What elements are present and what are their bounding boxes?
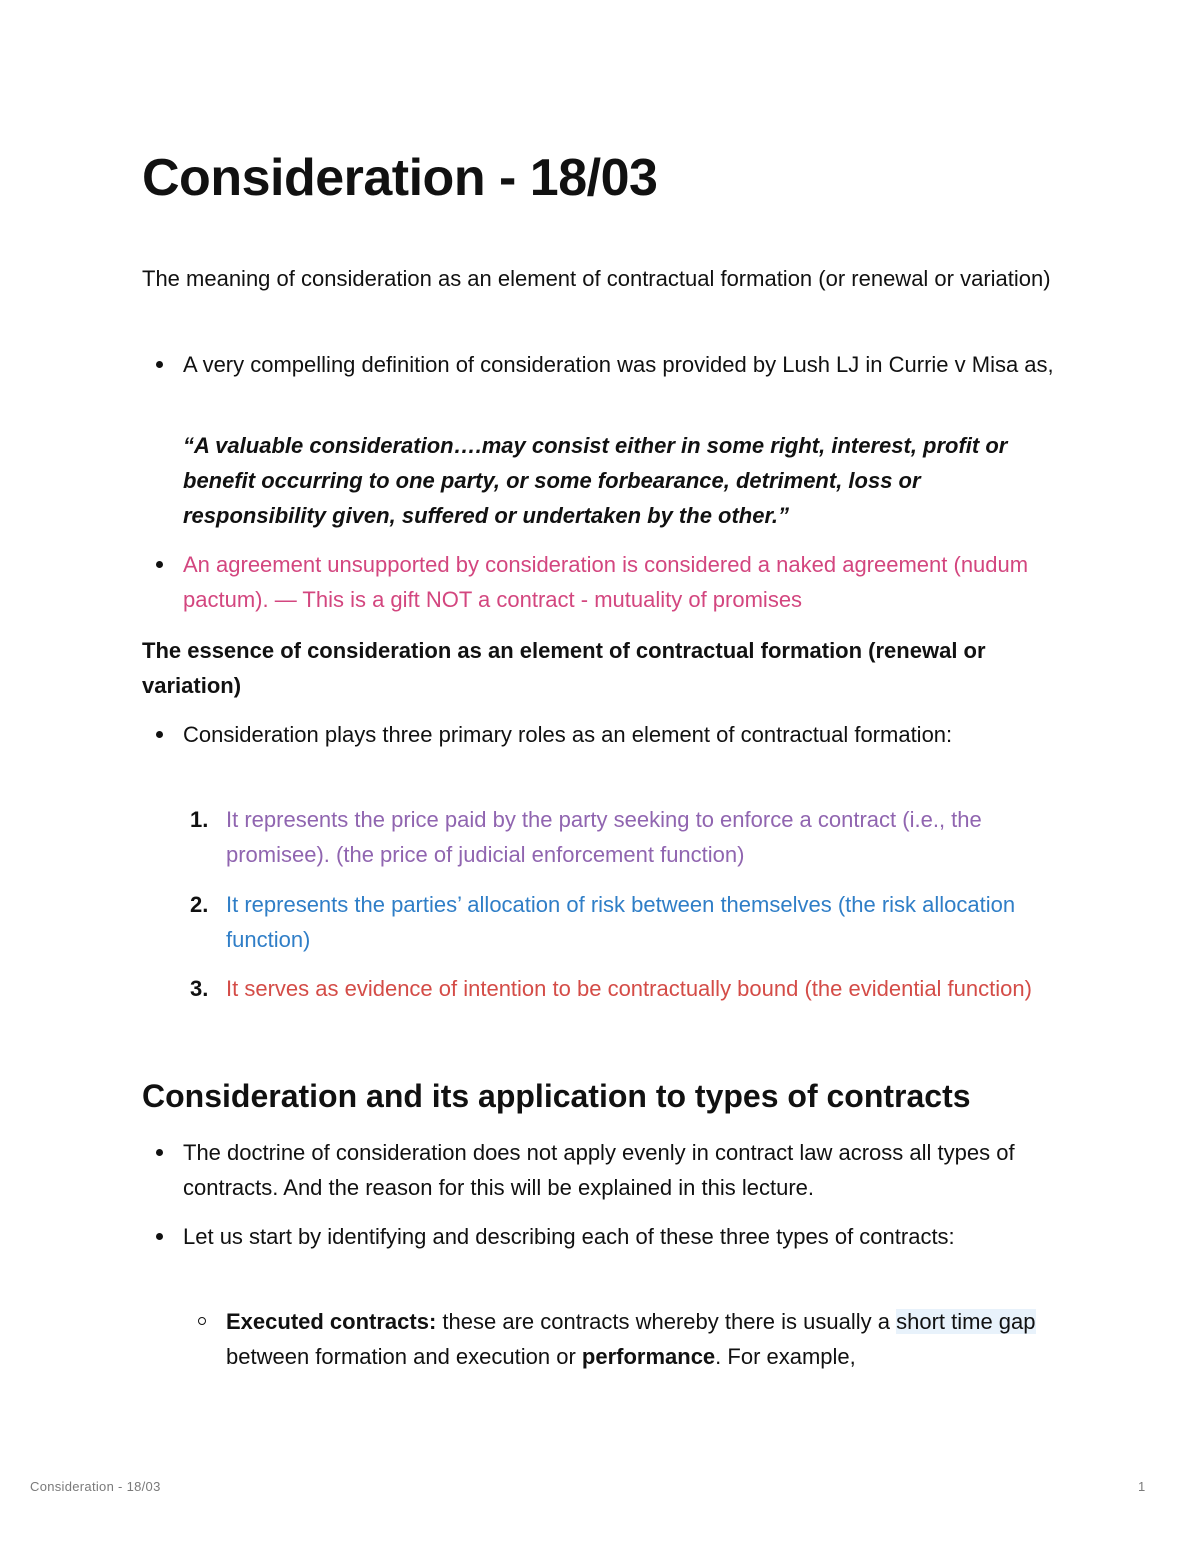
footer-title: Consideration - 18/03 [30,1479,161,1494]
numbered-item-text: It represents the price paid by the party seeking to enforce a contract (i.e., the promisee). (the price of judicial enforcement function) [226,807,982,867]
definition-quote: “A valuable consideration….may consist either in some right, interest, profit or benefit occurring to one party, or some forbearance, detriment, loss or responsibility given, suffered or undertaken by the other.” [183,433,1008,528]
list-item-text: Let us start by identifying and describing each of these three types of contracts: [183,1224,955,1249]
item-number: 2. [190,892,209,917]
item-number: 1. [190,807,209,832]
sub-list-item-text [226,1304,1062,1374]
numbered-item-text: It serves as evidence of intention to be contractually bound (the evidential function) [226,976,1032,1001]
text-fragment: between formation and execution or [226,1344,582,1369]
bold-term: performance [581,1344,716,1369]
numbered-item-text: It represents the parties’ allocation of risk between themselves (the risk allocation function) [226,892,1016,952]
bullet-dot-icon [156,1149,163,1156]
page-title: Consideration - 18/03 [142,149,658,207]
highlighted-text: short time gap [896,1309,1036,1334]
list-item-text: Consideration plays three primary roles as an element of contractual formation: [183,722,953,747]
section1-intro: The meaning of consideration as an element of contractual formation (or renewal or variation) [142,266,1051,291]
bullet-dot-icon [156,561,163,568]
bullet-dot-icon [156,1233,163,1240]
page-number: 1 [1138,1479,1146,1494]
section3-heading: Consideration and its application to types of contracts [142,1078,971,1114]
text-fragment: . For example, [715,1344,856,1369]
hollow-bullet-icon [198,1317,206,1325]
bullet-dot-icon [156,361,163,368]
bullet-dot-icon [156,731,163,738]
list-item-text: A very compelling definition of consideration was provided by Lush LJ in Currie v Misa as, [183,352,1054,377]
item-number: 3. [190,976,209,1001]
section2-heading: The essence of consideration as an element of contractual formation (renewal or variation) [142,638,986,698]
list-item-text: An agreement unsupported by consideration is considered a naked agreement (nudum pactum). — This is a gift NOT a contract - mutuality of promises [183,552,1029,612]
text-fragment: these are contracts whereby there is usually a [436,1309,897,1334]
term-label: Executed contracts: [226,1309,437,1334]
list-item-text: The doctrine of consideration does not apply evenly in contract law across all types of contracts. And the reason for this will be explained in this lecture. [183,1140,1015,1200]
